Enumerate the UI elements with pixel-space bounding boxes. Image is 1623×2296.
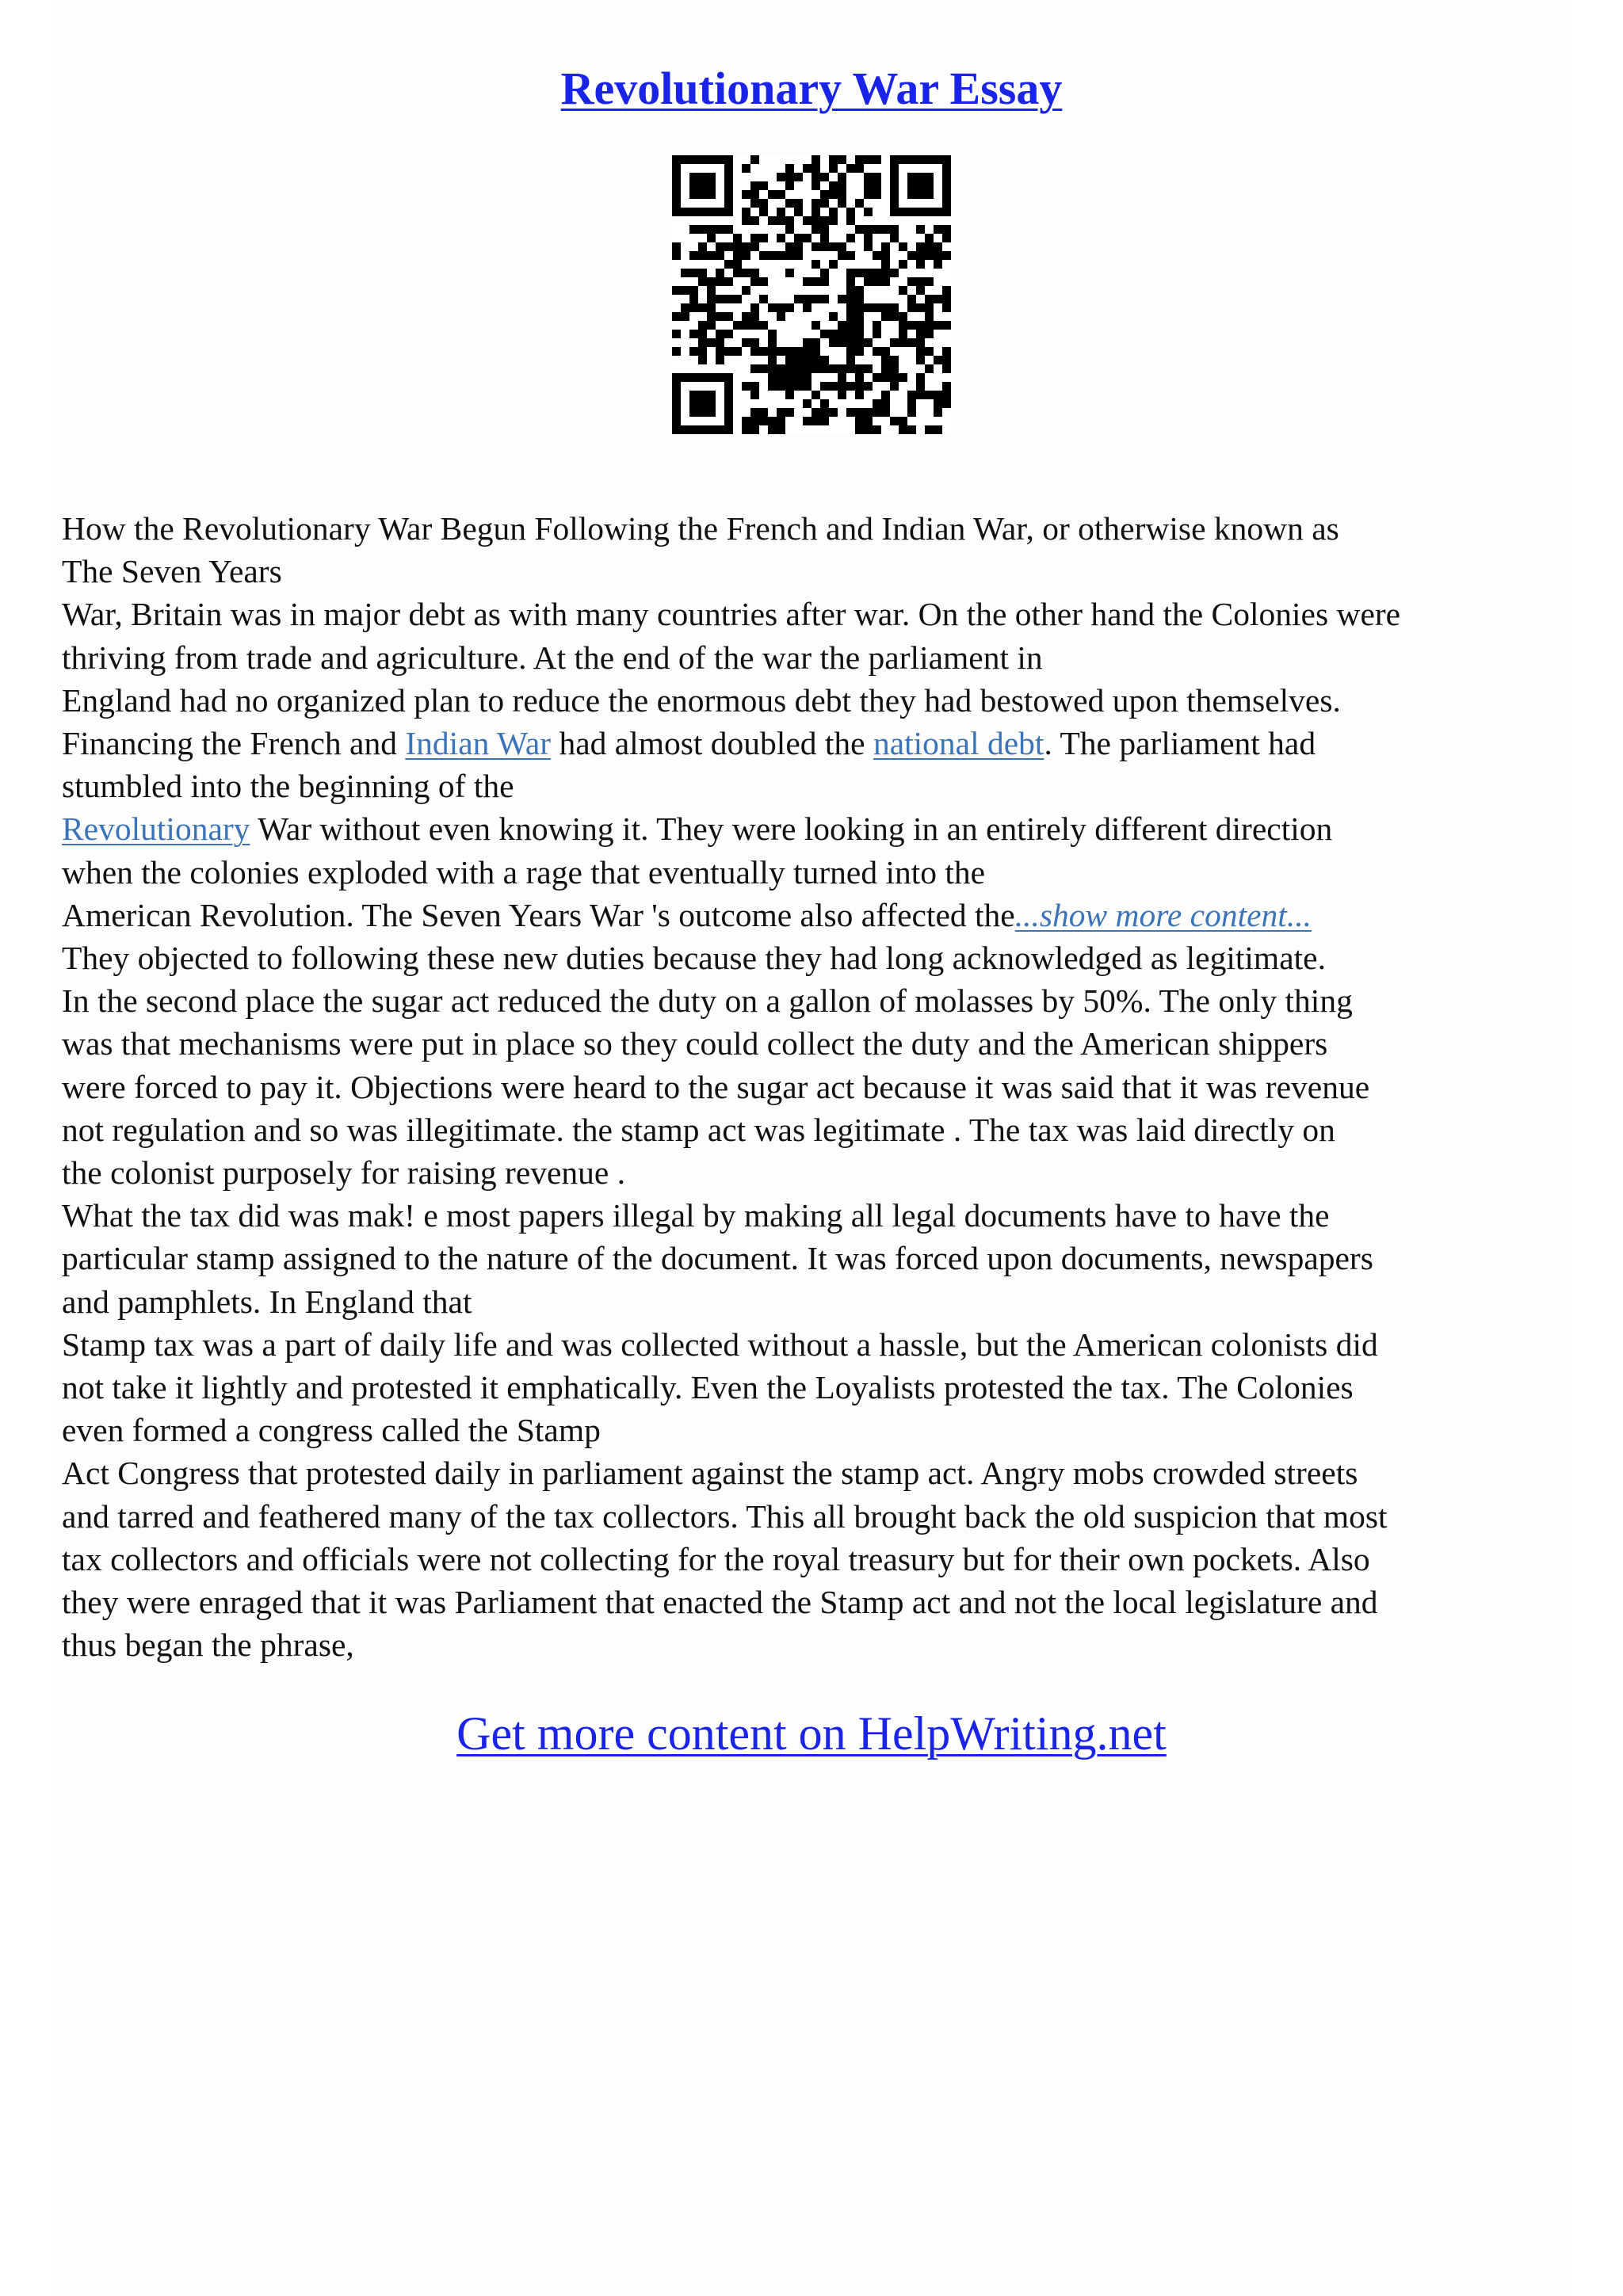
essay-line: and tarred and feathered many of the tax collectors. This all brought back the old suspicion that most [62, 1497, 1388, 1535]
essay-line: They objected to following these new duties because they had long acknowledged as legitimate. [62, 940, 1326, 977]
essay-line: thriving from trade and agriculture. At the end of the war the parliament in [62, 639, 1043, 676]
essay-line: stumbled into the beginning of the [62, 768, 514, 805]
essay-line: particular stamp assigned to the nature of the document. It was forced upon documents, newspapers [62, 1240, 1373, 1277]
line-text: American Revolution. The Seven Years War 's outcome also affected the [62, 896, 1015, 933]
essay-line: even formed a congress called the Stamp [62, 1412, 601, 1449]
line-text: . The parliament had [1044, 725, 1316, 762]
essay-line: and pamphlets. In England that [62, 1283, 472, 1320]
essay-line: How the Revolutionary War Begun Following the French and Indian War, or otherwise known as [62, 510, 1339, 547]
indian-war-link[interactable]: Indian War [405, 725, 552, 762]
qr-code-icon [672, 155, 951, 434]
essay-line: War, Britain was in major debt as with many countries after war. On the other hand the Colonies were [62, 596, 1401, 633]
title-link[interactable]: Revolutionary War Essay [560, 63, 1063, 114]
essay-line: The Seven Years [62, 553, 282, 590]
essay-line: when the colonies exploded with a rage that eventually turned into the [62, 853, 986, 891]
national-debt-link[interactable]: national debt [873, 725, 1044, 762]
footer [0, 1702, 1623, 1765]
essay-line: In the second place the sugar act reduced the duty on a gallon of molasses by 50%. The only thing [62, 982, 1353, 1020]
essay-line [62, 722, 1583, 765]
essay-line: Stamp tax was a part of daily life and was collected without a hassle, but the American colonists did [62, 1325, 1378, 1363]
revolutionary-link[interactable]: Revolutionary [62, 810, 250, 848]
essay-line: were forced to pay it. Objections were heard to the sugar act because it was said that it was revenue [62, 1068, 1370, 1105]
essay-body [62, 507, 1583, 1666]
essay-line: What the tax did was mak! e most papers illegal by making all legal documents have to have the [62, 1197, 1330, 1234]
essay-line: not regulation and so was illegitimate. the stamp act was legitimate . The tax was laid directly on [62, 1111, 1335, 1148]
essay-line [62, 807, 1583, 850]
line-text: War without even knowing it. They were looking in an entirely different direction [250, 810, 1333, 848]
line-text: had almost doubled the [551, 725, 873, 762]
essay-line: England had no organized plan to reduce the enormous debt they had bestowed upon themselves. [62, 681, 1341, 719]
page-title [0, 57, 1623, 120]
essay-line: tax collectors and officials were not collecting for the royal treasury but for their own pockets. Also [62, 1540, 1370, 1577]
essay-line: the colonist purposely for raising revenue . [62, 1154, 626, 1192]
show-more-link[interactable]: ...show more content... [1014, 896, 1312, 933]
line-text: Financing the French and [62, 725, 406, 762]
essay-line: Act Congress that protested daily in parliament against the stamp act. Angry mobs crowded streets [62, 1455, 1358, 1492]
essay-line: thus began the phrase, [62, 1627, 354, 1664]
essay-line: not take it lightly and protested it emphatically. Even the Loyalists protested the tax. The Colonies [62, 1369, 1354, 1406]
get-more-content-link[interactable]: Get more content on HelpWriting.net [456, 1707, 1167, 1760]
essay-line [62, 894, 1583, 936]
essay-line: was that mechanisms were put in place so they could collect the duty and the American shippers [62, 1025, 1328, 1062]
essay-line: they were enraged that it was Parliament that enacted the Stamp act and not the local legislature and [62, 1584, 1378, 1621]
